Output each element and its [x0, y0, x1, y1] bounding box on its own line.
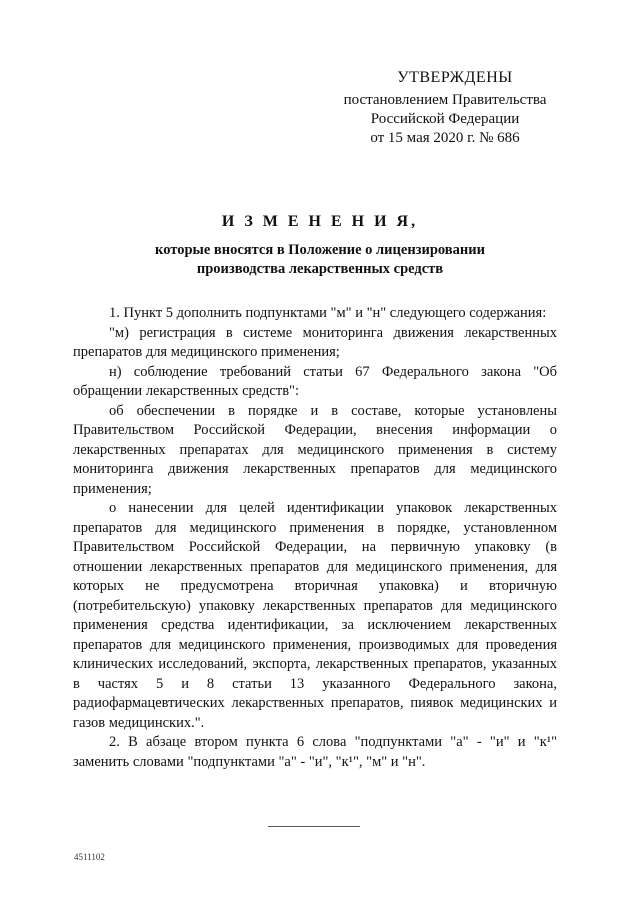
paragraph-5: о нанесении для целей идентификации упаковок лекарственных препаратов для медицинского применения в порядке, установленном Правительством Российской Федерации, на первичную упаковку (в отношении лекарственных препаратов для медицинского применения, для которых не предусмотрена вторичная упаковка) и вторичную (потребительскую) упаковку лекарственных препаратов для медицинского применения средства идентификации, за исключением лекарственных препаратов для медицинского применения, производимых для проведения клинических исследований, экспорта, лекарственных препаратов, указанных в частях 5 и 8 статьи 13 указанного Федерального закона, радиофармацевтических лекарственных препаратов, пиявок медицинских и газов медицинских.". — [73, 500, 557, 731]
document-title: И З М Е Н Е Н И Я, — [221, 213, 419, 230]
paragraph-1: 1. Пункт 5 дополнить подпунктами "м" и "н" следующего содержания: — [109, 305, 547, 321]
document-number: 4511102 — [74, 852, 105, 862]
subtitle-line-2: производства лекарственных средств — [196, 261, 444, 277]
paragraph-3: н) соблюдение требований статьи 67 Федерального закона "Об обращении лекарственных средств": — [73, 363, 557, 399]
approval-line-2: Российской Федерации — [370, 111, 520, 127]
approval-block — [320, 68, 570, 148]
paragraph-4: об обеспечении в порядке и в составе, которые установлены Правительством Российской Федерации, внесения информации о лекарственных препаратах для медицинского применения в систему мониторинга движения лекарственных препаратов для медицинского применения; — [73, 402, 557, 497]
paragraph-2: "м) регистрация в системе мониторинга движения лекарственных препаратов для медицинского применения; — [73, 324, 557, 360]
document-subtitle — [100, 241, 540, 279]
approval-line-3: от 15 мая 2020 г. № 686 — [370, 130, 520, 146]
approval-line-1: постановлением Правительства — [343, 92, 547, 108]
approval-heading: УТВЕРЖДЕНЫ — [397, 69, 513, 86]
end-divider — [268, 826, 360, 827]
document-body — [73, 304, 557, 772]
paragraph-6: 2. В абзаце втором пункта 6 слова "подпунктами "а" - "и" и "к¹" заменить словами "подпунктами "а" - "и", "к¹", "м" и "н". — [73, 734, 557, 770]
subtitle-line-1: которые вносятся в Положение о лицензировании — [155, 242, 485, 258]
